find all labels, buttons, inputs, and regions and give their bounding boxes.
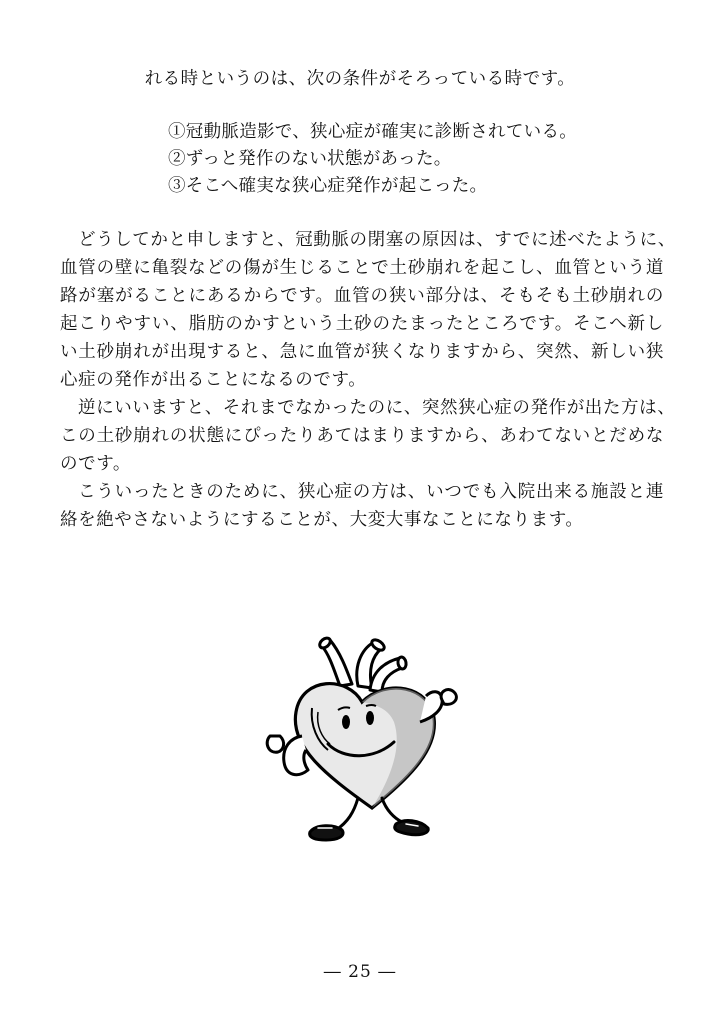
paragraph-line: 血管の壁に亀裂などの傷が生じることで土砂崩れを起こし、血管という道 [60,258,664,278]
paragraph-line: こういったときのために、狭心症の方は、いつでも入院出来る施設と連 [78,482,664,502]
body-text [60,226,676,534]
condition-item: ②ずっと発作のない状態があった。 [168,149,452,169]
heart-character-illustration [262,626,472,866]
paragraph-line: 逆にいいますと、それまでなかったのに、突然狭心症の発作が出た方は、 [78,398,676,418]
paragraph-line: 心症の発作が出ることになるのです。 [60,370,367,390]
page-number: ― 25 ― [323,962,397,982]
paragraph-line: 絡を絶やさないようにすることが、大変大事なことになります。 [60,510,584,530]
heart-body [295,684,434,808]
paragraph-line: 路が塞がることにあるからです。血管の狭い部分は、そもそも土砂崩れの [60,286,664,306]
paragraph-line: のです。 [60,454,131,474]
paragraph-line: どうしてかと申しますと、冠動脈の閉塞の原因は、すでに述べたように、 [78,230,676,250]
paragraph-line: い土砂崩れが出現すると、急に血管が狭くなりますから、突然、新しい狭 [60,342,664,362]
paragraph-line: この土砂崩れの状態にぴったりあてはまりますから、あわてないとだめな [60,426,664,446]
conditions-list [168,119,577,200]
intro-line: れる時というのは、次の条件がそろっている時です。 [144,69,576,89]
condition-item: ③そこへ確実な狭心症発作が起こった。 [168,176,488,196]
condition-item: ①冠動脈造影で、狭心症が確実に診断されている。 [168,122,578,142]
paragraph-line: 起こりやすい、脂肪のかすという土砂のたまったところです。そこへ新し [60,314,664,334]
